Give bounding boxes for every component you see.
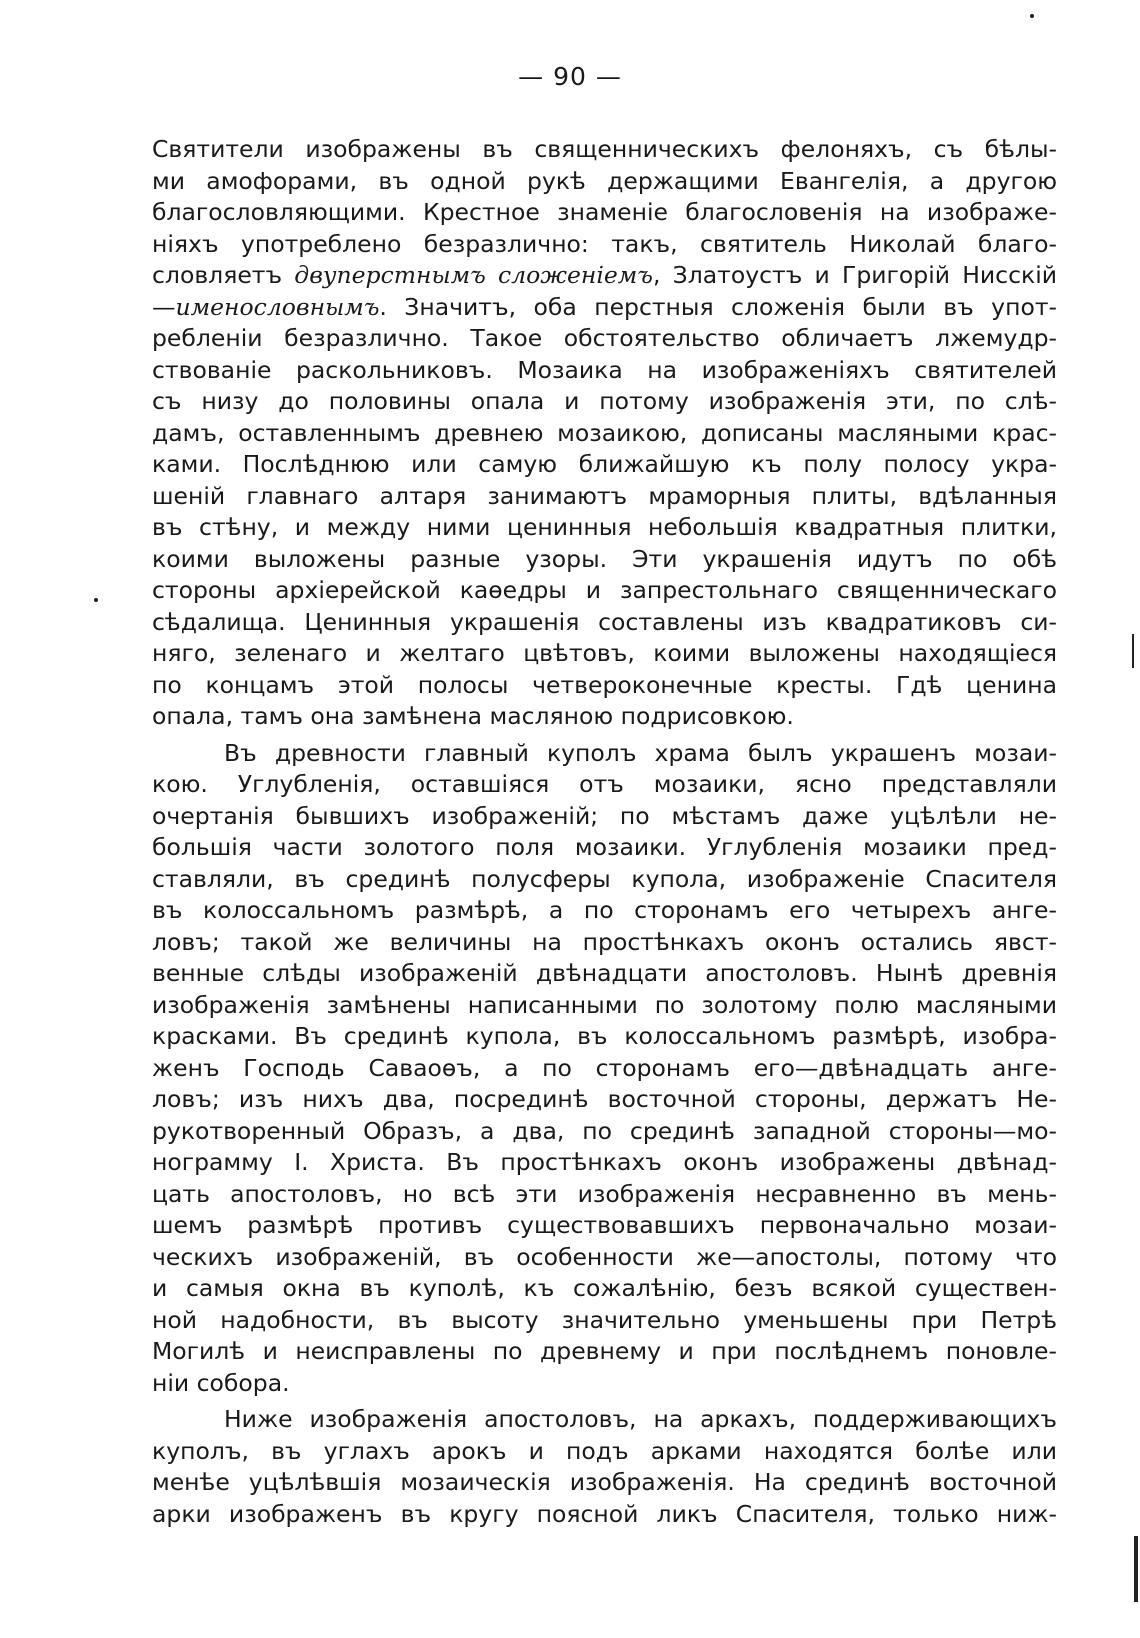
text-line: ребленіи безразлично. Такое обстоятельство обличаетъ лжемудр- bbox=[152, 324, 1057, 352]
text-line: нограмму І. Христа. Въ простѣнкахъ оконъ изображены двѣнад- bbox=[152, 1148, 1057, 1176]
text-line: Могилѣ и неисправлены по древнему и при послѣднемъ поновле- bbox=[152, 1337, 1057, 1365]
paragraph bbox=[152, 738, 1057, 1400]
text-run: — bbox=[152, 292, 176, 321]
text-line: ловъ; изъ нихъ два, посрединѣ восточной стороны, держатъ Не- bbox=[152, 1085, 1057, 1113]
text-line: ствованіе раскольниковъ. Мозаика на изображеніяхъ святителей bbox=[152, 355, 1057, 384]
text-line: менѣе уцѣлѣвшія мозаическія изображенія. На срединѣ восточной bbox=[152, 1468, 1057, 1496]
text-line: ками. Послѣднюю или самую ближайшую къ полу полосу укра- bbox=[152, 450, 1057, 478]
text-line: сѣдалища. Ценинныя украшенія составлены изъ квадратиковъ си- bbox=[152, 607, 1057, 636]
text-run: словляетъ bbox=[152, 261, 295, 289]
text-line: изображенія замѣнены написанными по золотому полю масляными bbox=[152, 990, 1057, 1019]
text-line: и самыя окна въ куполѣ, къ сожалѣнію, безъ всякой существен- bbox=[152, 1274, 1057, 1302]
text-line: благословляющими. Крестное знаменіе благословенія на изображе- bbox=[152, 198, 1057, 226]
text-run: . Значитъ, оба перстныя сложенія были въ упот- bbox=[379, 292, 1057, 321]
text-line: ніяхъ употреблено безразлично: такъ, святитель Николай благо- bbox=[152, 229, 1057, 258]
text-line: опала, тамъ она замѣнена масляною подрисовкою. bbox=[152, 702, 794, 730]
text-line: арки изображенъ въ кругу поясной ликъ Спасителя, только ниж- bbox=[152, 1499, 1057, 1528]
scan-edge-mark bbox=[1134, 1536, 1138, 1602]
text-line: большія части золотого поля мозаики. Углубленія мозаики пред- bbox=[152, 833, 1057, 861]
text-line: ми амофорами, въ одной рукѣ держащими Евангелія, а другою bbox=[152, 166, 1057, 195]
text-run: , Златоустъ и Григорій Нисскій bbox=[652, 261, 1058, 289]
italic-text-run: двуперстнымъ сложеніемъ bbox=[294, 261, 653, 289]
text-line: по концамъ этой полосы четвероконечные кресты. Гдѣ ценина bbox=[152, 670, 1057, 699]
text-body bbox=[152, 134, 1057, 1530]
text-line: ческихъ изображеній, въ особенности же—апостолы, потому что bbox=[152, 1242, 1057, 1271]
text-line: съ низу до половины опала и потому изображенія эти, по слѣ- bbox=[152, 387, 1057, 415]
text-line: женъ Господь Саваоѳъ, а по сторонамъ его—двѣнадцать анге- bbox=[152, 1053, 1057, 1082]
text-line: красками. Въ срединѣ купола, въ колоссальномъ размѣрѣ, изобра- bbox=[152, 1022, 1057, 1050]
text-line bbox=[152, 260, 1057, 292]
text-line: куполъ, въ углахъ арокъ и подъ арками находятся болѣе или bbox=[152, 1436, 1057, 1465]
text-line: Ниже изображенія апостоловъ, на аркахъ, поддерживающихъ bbox=[224, 1405, 1057, 1433]
text-line: ставляли, въ срединѣ полусферы купола, изображеніе Спасителя bbox=[152, 864, 1057, 893]
text-line: Святители изображены въ священническихъ фелоняхъ, съ бѣлы- bbox=[152, 135, 1057, 163]
text-line: коими выложены разные узоры. Эти украшенія идутъ по обѣ bbox=[152, 544, 1057, 573]
scan-speck bbox=[94, 598, 98, 602]
italic-text-run: именословнымъ bbox=[175, 292, 380, 321]
page-number: — 90 — bbox=[518, 62, 622, 91]
text-line: стороны архіерейской каѳедры и запрестольнаго священническаго bbox=[152, 576, 1057, 604]
text-line bbox=[152, 292, 1057, 324]
text-line: рукотворенный Образъ, а два, по срединѣ западной стороны—мо- bbox=[152, 1116, 1057, 1145]
text-line: няго, зеленаго и желтаго цвѣтовъ, коими выложены находящіеся bbox=[152, 639, 1057, 667]
scan-edge-mark bbox=[1132, 634, 1134, 668]
text-line: въ колоссальномъ размѣрѣ, а по сторонамъ его четырехъ анге- bbox=[152, 896, 1057, 924]
text-line: Въ древности главный куполъ храма былъ украшенъ мозаи- bbox=[224, 738, 1057, 767]
scan-speck bbox=[1030, 14, 1034, 18]
text-line: шемъ размѣрѣ противъ существовавшихъ первоначально мозаи- bbox=[152, 1211, 1057, 1239]
text-line: въ стѣну, и между ними ценинныя небольшія квадратныя плитки, bbox=[152, 513, 1057, 541]
paragraph bbox=[152, 1404, 1057, 1530]
paragraph bbox=[152, 134, 1057, 733]
text-line: очертанія бывшихъ изображеній; по мѣстамъ даже уцѣлѣли не- bbox=[152, 801, 1057, 830]
text-line: шеній главнаго алтаря занимаютъ мраморныя плиты, вдѣланныя bbox=[152, 481, 1057, 510]
text-line: ловъ; такой же величины на простѣнкахъ оконъ остались явст- bbox=[152, 927, 1057, 956]
text-line: дамъ, оставленнымъ древнею мозаикою, дописаны масляными крас- bbox=[152, 418, 1057, 447]
text-line: ной надобности, въ высоту значительно уменьшены при Петрѣ bbox=[152, 1305, 1057, 1334]
text-line: венные слѣды изображеній двѣнадцати апостоловъ. Нынѣ древнія bbox=[152, 959, 1057, 987]
text-line: кою. Углубленія, оставшіяся отъ мозаики, ясно представляли bbox=[152, 770, 1057, 798]
text-line: ніи собора. bbox=[152, 1368, 290, 1397]
text-line: цать апостоловъ, но всѣ эти изображенія несравненно въ мень- bbox=[152, 1179, 1057, 1208]
